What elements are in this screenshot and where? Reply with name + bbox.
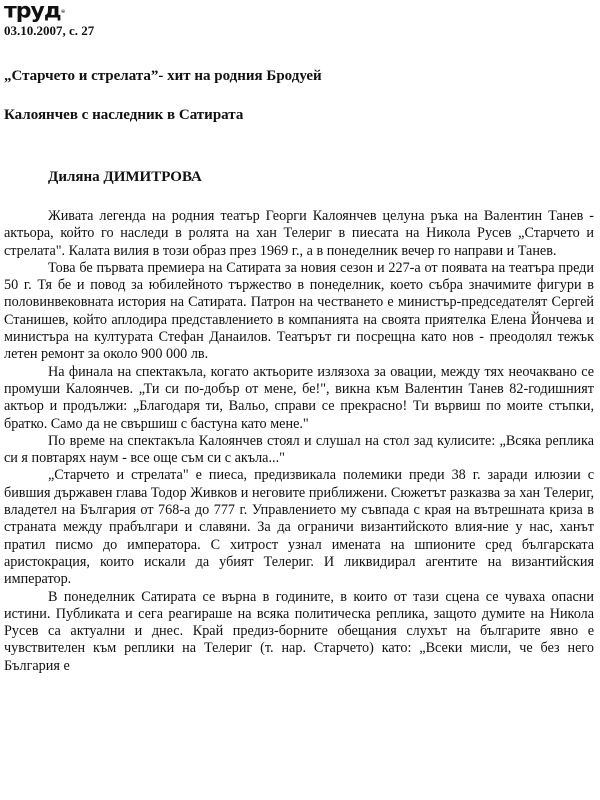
article-paragraph: „Старчето и стрелата" е пиеса, предизвикала полемики преди 38 г. заради илюзии с бившия държавен глава Тодор Живков и неговите приближени. Сюжетът разказва за хан Телериг, владетел на България от 768-а до 777 г. Управлението му съвпада с края на вътрешната криза в страната между прабългари и славяни. За да ограничи византийското влия-ние у нас, ханът пратил писмо до императора. С хитрост узнал имената на шпионите сред българската аристокрация, които искали да убият Телериг. И ликвидирал агентите на византийския император. bbox=[4, 467, 594, 588]
article-body bbox=[4, 208, 594, 675]
article-paragraph: Това бе първата премиера на Сатирата за новия сезон и 227-а от появата на театъра преди 50 г. Тя бе и повод за юбилейното тържество в понеделник, което събра значимите фигури в половинвековната история на Сатирата. Патрон на честването е министър-председателят Сергей Станишев, който аплодира представлението в компанията на своята приятелка Елена Йончева и министъра на културата Стефан Данаилов. Театърът ги посрещна като нов - преодолял тежък летен ремонт за около 900 000 лв. bbox=[4, 259, 594, 363]
article-paragraph: На финала на спектакъла, когато актьорите излязоха за овации, между тях неочаквано се промуши Калоянчев. „Ти си по-добър от мене, бе!", викна към Валентин Танев 82-годишният актьор и продължи: „Благодаря ти, Вальо, справи се прекрасно! Ти вървиш по моите стъпки, братко. Само да не свършиш с бастуна като мене." bbox=[4, 363, 594, 432]
author-byline: Диляна ДИМИТРОВА bbox=[48, 169, 202, 185]
dateline: 03.10.2007, с. 27 bbox=[4, 23, 95, 38]
article-paragraph: В понеделник Сатирата се върна в годините, в които от тази сцена се чуваха опасни истини. Публиката и сега реагираше на всяка политическа реплика, защото думите на Никола Русев са актуални и днес. Край предиз-борните обещания слухът на българите явно е чувствителен към реплики на Телериг (т. нар. Старчето) като: „Всеки мисли, че без него България е bbox=[4, 588, 594, 674]
logo-text: труд bbox=[4, 0, 61, 24]
registered-mark-icon: ® bbox=[60, 9, 66, 15]
article-paragraph: Живата легенда на родния театър Георги Калоянчев целуна ръка на Валентин Танев - актьора, който го наследи в ролята на хан Телериг в пиесата на Никола Русев „Старчето и стрелата". Калата вилия в този образ през 1969 г., а в понеделник вечер го направи и Танев. bbox=[4, 208, 594, 259]
article-paragraph: По време на спектакъла Калоянчев стоял и слушал на стол зад кулисите: „Всяка реплика си я повтарях наум - все още съм си с акъла..." bbox=[4, 432, 594, 467]
newspaper-logo bbox=[4, 1, 66, 24]
article-subtitle: Калоянчев с наследник в Сатирата bbox=[4, 107, 244, 123]
article-title: „Старчето и стрелата”- хит на родния Бродуей bbox=[4, 68, 322, 84]
